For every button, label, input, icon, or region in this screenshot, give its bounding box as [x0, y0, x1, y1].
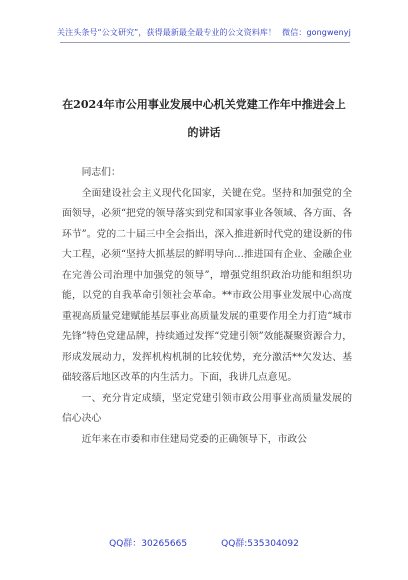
footer-qq-group-2: QQ群:535304092	[221, 539, 299, 549]
document-title-line-2: 的讲话	[187, 126, 221, 139]
header-divider	[60, 42, 350, 43]
header-note: 关注头条号“公文研究”，获得最新最全最专业的公文资料库！	[57, 28, 277, 37]
page-header	[0, 27, 408, 38]
footer-qq-group-1: QQ群：30265665	[109, 539, 188, 549]
section-heading: 一、充分肯定成绩，坚定党建引领市政公用事业高质量发展的信心决心	[62, 392, 352, 424]
document-title-line-1: 在2024年市公用事业发展中心机关党建工作年中推进会上	[62, 98, 346, 111]
salutation: 同志们：	[81, 167, 121, 178]
header-wechat-id: gongwenyj	[306, 28, 351, 37]
page-footer	[0, 536, 408, 549]
header-wechat-label: 微信：	[282, 28, 307, 37]
body-paragraph: 全面建设社会主义现代化国家，关键在党。坚持和加强党的全面领导，必须“把党的领导落实到党和国家事业各领域、各方面、各环节”。党的二十届三中全会指出，深入推进新时代党的建设新的伟大工程，必须“坚持大抓基层的鲜明导向…推进国有企业、金融企业在完善公司治理中加强党的领导”，增强党组织政治功能和组织功能，以党的自我革命引领社会革命。**市政公用事业发展中心高度重视高质量党建赋能基层事业高质量发展的重要作用全力打造“城市先锋”特色党建品牌，持续通过发挥“党建引领”效能凝聚资源合力，形成发展动力，发挥机构机制的比较优势，充分激活**欠发达、基础较落后地区改革的内生活力。下面，我讲几点意见。	[62, 187, 352, 383]
document-body	[62, 163, 352, 450]
body-paragraph: 近年来在市委和市住建局党委的正确领导下，市政公	[81, 433, 307, 445]
